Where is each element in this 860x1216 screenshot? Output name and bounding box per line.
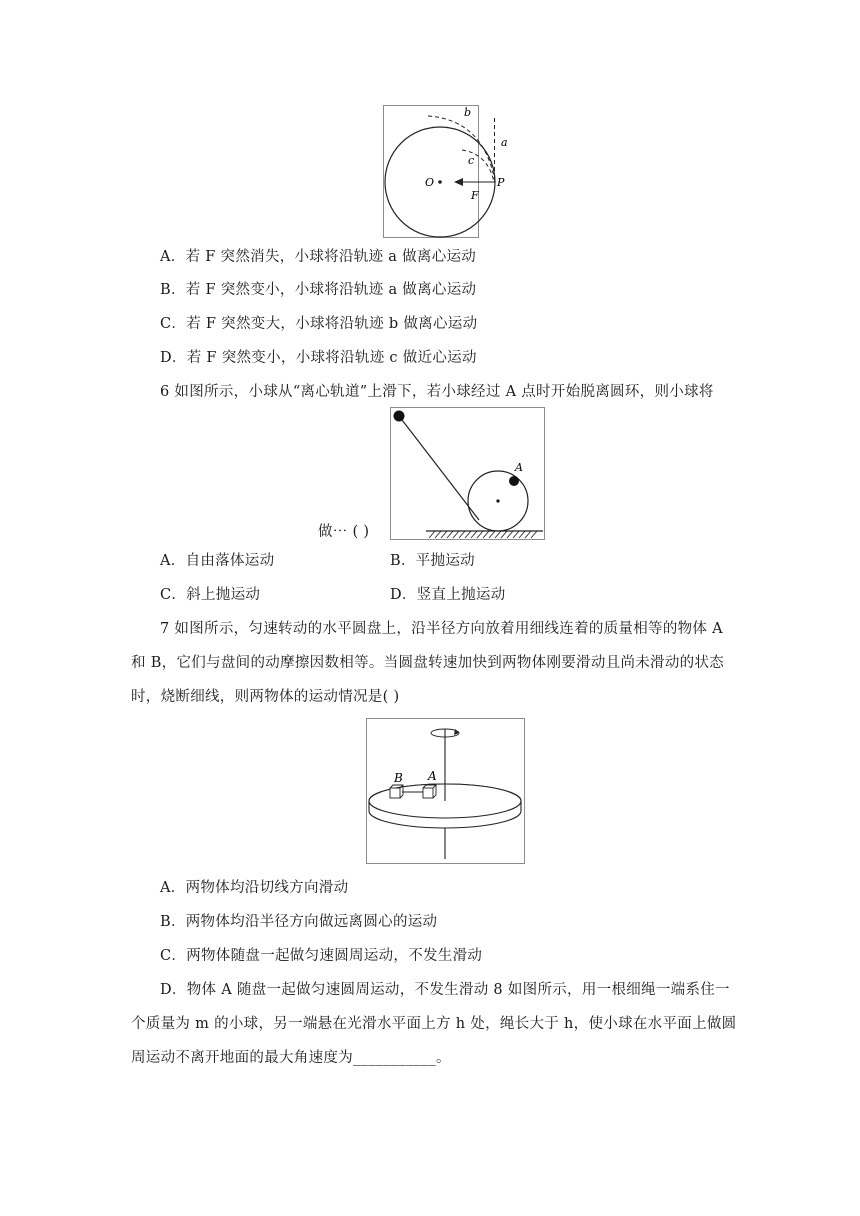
- q7-stem-line-3: 时，烧断细线，则两物体的运动情况是( ): [131, 689, 400, 705]
- q7-option-a: A．两物体均沿切线方向滑动: [160, 880, 349, 896]
- q6-option-d: D．竖直上抛运动: [390, 587, 506, 603]
- q7-stem-line-1: 7 如图所示，匀速转动的水平圆盘上，沿半径方向放着用细线连着的质量相等的物体 A: [160, 621, 723, 637]
- q8-line-1: 个质量为 m 的小球，另一端悬在光滑水平面上方 h 处，绳长大于 h，使小球在水平面上做圆: [131, 1016, 737, 1032]
- q7-option-c: C．两物体随盘一起做匀速圆周运动，不发生滑动: [160, 948, 483, 964]
- label-O: O: [425, 176, 435, 189]
- figure-circular-motion: [383, 105, 508, 238]
- figure-rotating-disc: [366, 718, 525, 864]
- q5-option-a: A．若 F 突然消失，小球将沿轨迹 a 做离心运动: [160, 249, 477, 265]
- q6-stem: 6 如图所示，小球从“离心轨道”上滑下，若小球经过 A 点时开始脱离圆环，则小球将: [160, 384, 714, 400]
- label-block-A: A: [428, 769, 437, 783]
- q6-stem-tail: 做⋯ ( ): [318, 524, 370, 540]
- label-c: c: [468, 154, 475, 167]
- figure-loop-track: [390, 407, 545, 540]
- q6-option-b: B．平抛运动: [390, 553, 475, 569]
- q8-line-2: 周运动不离开地面的最大角速度为___________。: [131, 1050, 451, 1066]
- q7-stem-line-2: 和 B，它们与盘间的动摩擦因数相等。当圆盘转速加快到两物体刚要滑动且尚未滑动的状态: [131, 655, 725, 671]
- label-b: b: [464, 106, 472, 119]
- label-F: F: [471, 189, 479, 202]
- q7-option-b: B．两物体均沿半径方向做远离圆心的运动: [160, 914, 438, 930]
- rotating-disc-diagram: [367, 719, 524, 863]
- q5-option-c: C．若 F 突然变大，小球将沿轨迹 b 做离心运动: [160, 316, 478, 332]
- q7-option-d: D．物体 A 随盘一起做匀速圆周运动，不发生滑动 8 如图所示，用一根细绳一端系住一: [160, 982, 730, 998]
- label-block-B: B: [394, 771, 403, 785]
- q5-option-d: D．若 F 突然变小，小球将沿轨迹 c 做近心运动: [160, 350, 477, 366]
- q5-option-b: B．若 F 突然变小，小球将沿轨迹 a 做离心运动: [160, 282, 477, 298]
- circular-motion-diagram: [384, 106, 508, 237]
- label-P: P: [497, 176, 505, 189]
- q6-option-c: C．斜上抛运动: [160, 587, 261, 603]
- label-a: a: [501, 136, 508, 149]
- loop-track-diagram: [391, 408, 544, 539]
- q6-option-a: A．自由落体运动: [160, 553, 275, 569]
- label-A-point: A: [515, 461, 523, 474]
